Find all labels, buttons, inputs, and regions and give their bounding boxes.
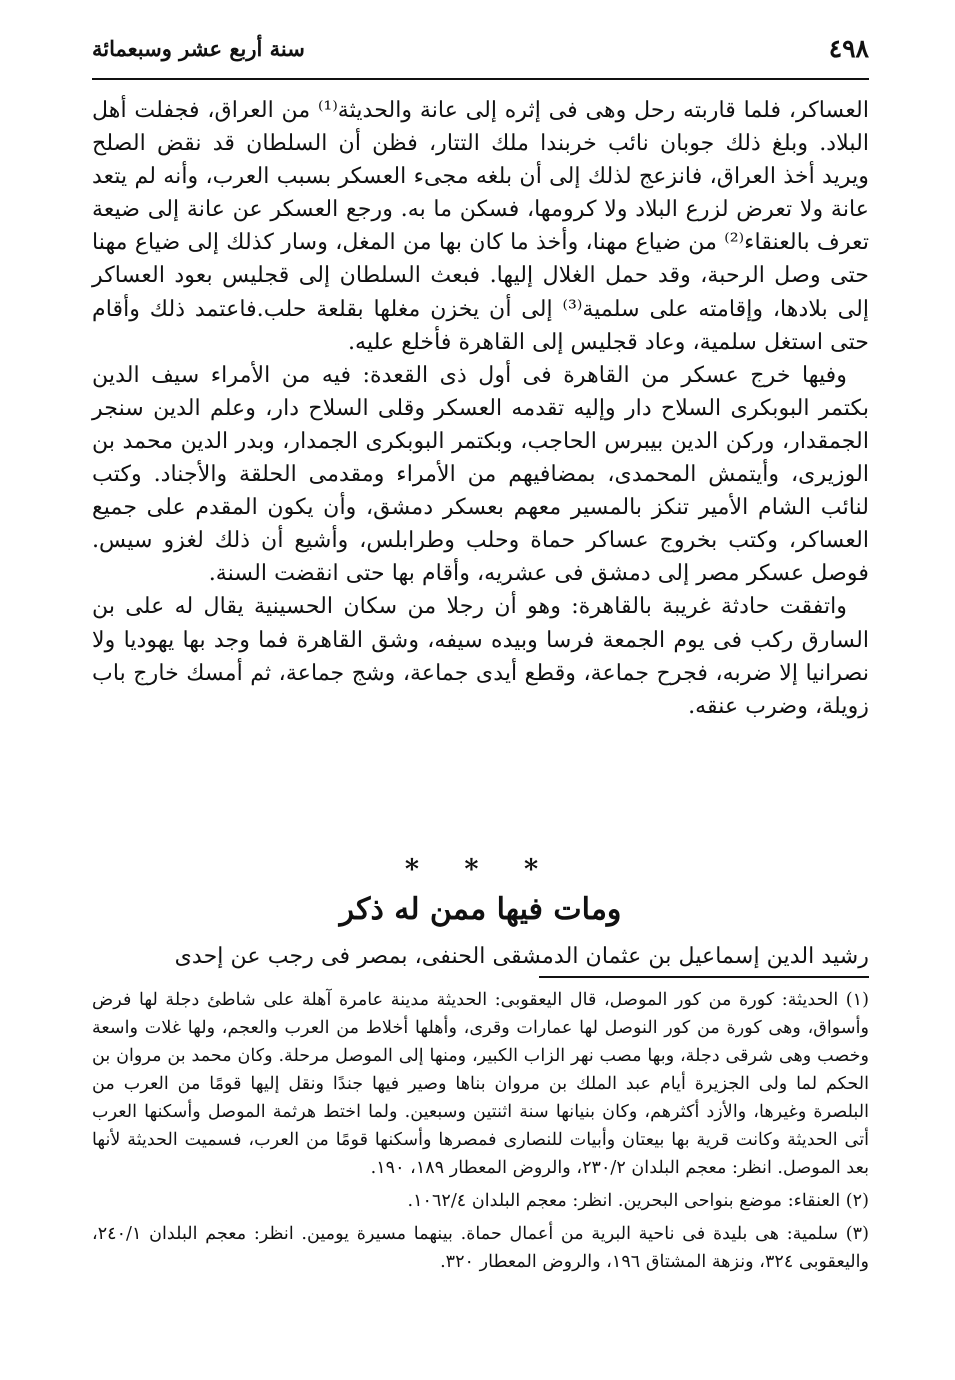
paragraph: العساكر، فلما قاربته رحل وهى فى إثره إلى عانة والحديثة⁽¹⁾ من العراق، فجفلت أهل البلاد. وبلغ ذلك جوبان نائب خربندا ملك التتار، فظن أن السلطان قد نقض الصلح ويريد أخذ العراق، فانزعج لذلك إلى أن بلغه مجىء العسكر بسبب العرب، وأنه لم يتعد عانة ولا تعرض لزرع البلاد ولا كرومها، فسكن ما به. ورجع العسكر عن عانة إلى ضيعة تعرف بالعنقاء⁽²⁾ من ضياع مهنا، وأخذ ما كان بها من المغل، وسار كذلك إلى ضياع مهنا حتى وصل الرحبة، وقد حمل الغلال إليها. فبعث السلطان إلى قجليس بعود العساكر إلى بلادها، وإقامته على سلمية⁽³⁾ إلى أن يخزن مغلها بقلعة حلب.فاعتمد ذلك وأقام حتى استغل سلمية، وعاد قجليس إلى القاهرة فأخلع عليه. (92, 97, 870, 355)
footnote: (١) الحديثة: كورة من كور الموصل، قال اليعقوبى: الحديثة مدينة عامرة آهلة على شاطئ دجلة لها فرض وأسواق، وهى كورة من كور النوصل لها عمارات وقرى، وأهلها أخلاط من العرب والعجم، ولها غلات واسعة وخصب وهى شرقى دجلة، وبها مصب نهر الزاب الكبير، ومنها إلى الموصل مرحلة. وكان محمد بن مروان بن الحكم لما ولى الجزيرة أيام عبد الملك بن مروان بناها وصير فيها جندًا ونقل إليها قومًا من العرب من البلصرة وغيرها، والأزد أكثرهم، وكان بنيانها سنة اثنتين وسبعين. ولما اختط هرثمة الموصل وأسكنها العرب أتى الحديثة وكانت قرية بها بيعتان وأبيات للنصارى فمصرها وأسكنها قومًا من العرب، فسميت الحديثة لأنها بعد الموصل. انظر: معجم البلدان ٢٣٠/٢، والروض المعطار ١٨٩، ١٩٠. (92, 990, 869, 1178)
main-text (92, 94, 869, 723)
book-page (92, 28, 869, 1358)
page-header (92, 28, 869, 68)
running-title: سنة أربع عشر وسبعمائة (92, 35, 305, 61)
paragraph: وفيها خرج عسكر من القاهرة فى أول ذى القعدة: فيه من الأمراء سيف الدين بكتمر البوبكرى السلاح دار وإليه تقدمه العسكر وقلى السلاح دار، وعلم الدين سنجر الجمقدار، وركن الدين بيبرس الحاجب، وبكتمر البوبكرى الجمدار، وبدر الدين محمد بن الوزيرى، وأيتمش المحمدى، بمضافيهم من الأمراء ومقدمى الحلقة والأجناد. وكتب لنائب الشام الأمير تنكز بالمسير معهم بعسكر دمشق، وأن يكون المقدم على جميع العساكر، وكتب بخروج عساكر حماة وحلب وطرابلس، وأشيع أن ذلك لغزو سيس. فوصل عسكر مصر إلى دمشق فى عشريه، وأقام بها حتى انقضت السنة. (92, 361, 869, 587)
footnotes (92, 986, 869, 1281)
footnote-rule (539, 976, 869, 978)
section-separator: * * * (404, 854, 557, 885)
footnote: (٣) سلمية: هى بليدة فى ناحية البرية من أعمال حماة. بينهما مسيرة يومين. انظر: معجم البلدان ٢٤٠/١، واليعقوبى ٣٢٤، ونزهة المشتاق ١٩٦، والروض المعطار ٣٢٠. (92, 1224, 869, 1272)
section-heading: ومات فيها ممن له ذكر (339, 892, 622, 927)
header-rule (92, 78, 869, 80)
footnote: (٢) العنقاء: موضع بنواحى البحرين. انظر: معجم البلدان ١٠٦٢/٤. (407, 1191, 869, 1211)
paragraph: واتفقت حادثة غريبة بالقاهرة: وهو أن رجلا من سكان الحسينية يقال له على بن السارق ركب فى يوم الجمعة فرسا وبيده سيفه، وشق القاهرة فما وجد بها يهوديا ولا نصرانيا إلا ضربه، فجرح جماعة، وقطع أيدى جماعة، وشج جماعة، ثم أمسك خارج باب زويلة، وضرب عنقه. (92, 593, 869, 719)
obituary-entry: رشيد الدين إسماعيل بن عثمان الدمشقى الحنفى، بمصر فى رجب عن إحدى (174, 943, 869, 969)
page-number: ٤٩٨ (828, 33, 869, 63)
